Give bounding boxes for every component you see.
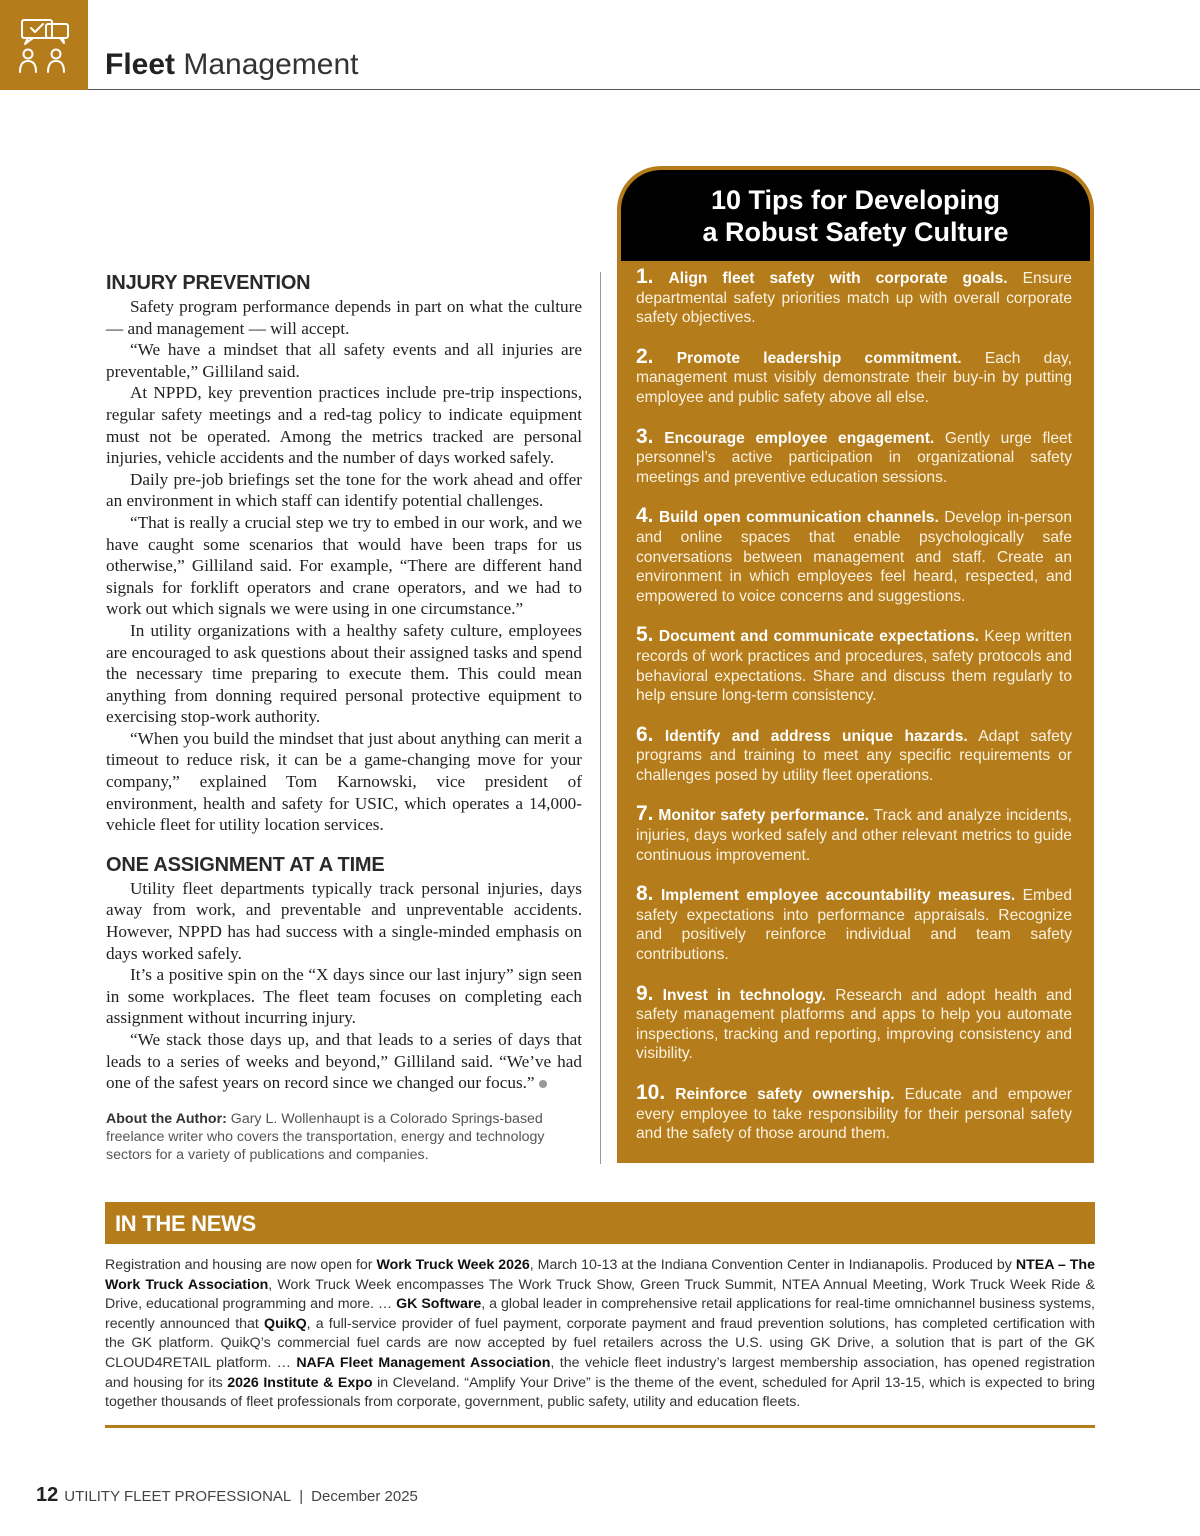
tip-text: Each day, management must visibly demonstrate their buy-in by putting employee and public safety above all else. bbox=[636, 349, 1072, 406]
tip-lead: Invest in technology. bbox=[662, 986, 827, 1004]
tip-number: 9. bbox=[636, 981, 654, 1005]
paragraph: Daily pre-job briefings set the tone for the work ahead and offer an environment in which staff can identify potential challenges. bbox=[106, 469, 582, 511]
news-header: IN THE NEWS bbox=[105, 1202, 1095, 1244]
tip-number: 1. bbox=[636, 265, 654, 288]
tip-item bbox=[636, 267, 1072, 328]
tip-item bbox=[636, 625, 1072, 705]
heading-one-assignment: ONE ASSIGNMENT AT A TIME bbox=[106, 853, 385, 876]
tip-item bbox=[636, 884, 1072, 964]
tip-lead: Identify and address unique hazards. bbox=[664, 727, 968, 745]
tip-text: Keep written records of work practices and procedures, safety protocols and behavioral expectations. Share and discuss them regularly to help ensure long-term consistency. bbox=[636, 628, 1072, 705]
tip-text: Ensure departmental safety priorities match up with overall corporate safety objectives. bbox=[636, 270, 1072, 327]
paragraph: In utility organizations with a healthy safety culture, employees are encouraged to ask questions about their assigned tasks and spend the necessary time preparing to execute them. This could mean anything from donning required personal protective equipment to exercising stop-work authority. bbox=[106, 620, 582, 727]
paragraph: “We have a mindset that all safety events and all injuries are preventable,” Gilliland said. bbox=[106, 340, 582, 381]
section-title: Fleet Management bbox=[105, 48, 359, 81]
tip-text: Educate and empower every employee to take responsibility for their personal safety and the safety of those around them. bbox=[636, 1086, 1072, 1143]
tips-list bbox=[617, 261, 1094, 1163]
tip-item bbox=[636, 344, 1072, 408]
header-rule bbox=[88, 89, 1200, 90]
author-bio: About the Author: Gary L. Wollenhaupt is a Colorado Springs-based freelance writer who covers the transportation, energy and technology sectors for a variety of publications and companies. bbox=[106, 1110, 545, 1163]
tip-text: Track and analyze incidents, injuries, days worked safely and other relevant metrics to guide continuous improvement. bbox=[636, 807, 1072, 864]
footer-separator: | bbox=[299, 1488, 304, 1505]
tip-number: 7. bbox=[636, 802, 654, 826]
sidebar-header bbox=[617, 166, 1094, 261]
tip-number: 10. bbox=[636, 1081, 666, 1104]
paragraph: Safety program performance depends in part on what the culture — and management — will accept. bbox=[106, 297, 582, 338]
paragraph: At NPPD, key prevention practices include pre-trip inspections, regular safety meetings and a red-tag policy to indicate equipment must not be operated. Among the metrics tracked are personal injuries, vehicle accidents and the number of days worked safely. bbox=[106, 383, 582, 468]
tip-text: Develop in-person and online spaces that enable psychologically safe conversations between management and staff. Create an environment in which employees feel heard, respected, and empowered to voice concerns and suggestions. bbox=[636, 509, 1072, 605]
paragraph-last: “We stack those days up, and that leads to a series of days that leads to a series of weeks and beyond,” Gilliland said. “We’ve had one of the safest years on record since we changed our focus.” bbox=[106, 1030, 582, 1093]
tip-text: Gently urge fleet personnel’s active participation in organizational safety meetings and preventive education sessions. bbox=[636, 429, 1072, 486]
tip-number: 8. bbox=[636, 882, 654, 906]
tip-number: 4. bbox=[636, 504, 654, 528]
tip-number: 5. bbox=[636, 623, 654, 647]
tip-item bbox=[636, 424, 1072, 488]
tip-lead: Implement employee accountability measures. bbox=[660, 887, 1016, 905]
tip-number: 3. bbox=[636, 424, 654, 448]
tip-text: Research and adopt health and safety management platforms and apps to help you automate inspections, tracking and reporting, improving consistency and visibility. bbox=[636, 986, 1072, 1063]
sidebar-title: 10 Tips for Developing a Robust Safety Culture bbox=[702, 185, 1009, 247]
section-icon-block bbox=[0, 0, 88, 90]
tip-item bbox=[636, 804, 1072, 865]
end-mark bbox=[539, 1080, 547, 1088]
tip-item bbox=[636, 506, 1072, 606]
tip-lead: Monitor safety performance. bbox=[658, 807, 869, 825]
tip-lead: Encourage employee engagement. bbox=[664, 429, 935, 447]
paragraph: Utility fleet departments typically track personal injuries, days away from work, and preventable and unpreventable accidents. However, NPPD has had success with a single-minded emphasis on days worked safely. bbox=[106, 878, 582, 963]
tip-text: Embed safety expectations into performance appraisals. Recognize and positively reinforce individual and team safety contributions. bbox=[636, 887, 1073, 964]
tip-lead: Build open communication channels. bbox=[659, 509, 939, 527]
paragraph: It’s a positive spin on the “X days since our last injury” sign seen in some workplaces. The fleet team focuses on completing each assignment without incurring injury. bbox=[106, 965, 582, 1028]
tip-text: Adapt safety programs and training to meet any specific requirements or challenges posed by utility fleet operations. bbox=[636, 727, 1072, 784]
tip-lead: Align fleet safety with corporate goals. bbox=[668, 270, 1008, 287]
tip-item bbox=[636, 1083, 1072, 1144]
article-body bbox=[106, 270, 582, 1164]
paragraph: “When you build the mindset that just about anything can merit a timeout to reduce risk, it can be a game-changing move for your company,” explained Tom Karnowski, vice president of environment, health and safety for USIC, which operates a 14,000-vehicle fleet for utility location services. bbox=[106, 728, 582, 835]
team-chat-icon bbox=[14, 14, 72, 76]
news-bottom-rule bbox=[105, 1425, 1095, 1428]
page-number: 12 bbox=[36, 1484, 59, 1506]
tip-lead: Promote leadership commitment. bbox=[676, 349, 962, 367]
column-divider bbox=[600, 272, 601, 1164]
tip-item bbox=[636, 722, 1072, 786]
issue-date: December 2025 bbox=[311, 1488, 418, 1505]
tip-lead: Document and communicate expectations. bbox=[658, 628, 979, 646]
paragraph: “That is really a crucial step we try to embed in our work, and we have caught some scenarios that would have been traps for us otherwise,” Gilliland said. For example, “There are different hand signals for forklift operators and crane operators, and we had to work out which signals we were using in one circumstance.” bbox=[106, 512, 582, 619]
publication-name: UTILITY FLEET PROFESSIONAL bbox=[64, 1488, 292, 1505]
tip-number: 6. bbox=[636, 722, 654, 746]
tip-number: 2. bbox=[636, 344, 654, 368]
page-footer bbox=[36, 1484, 418, 1507]
tip-item bbox=[636, 981, 1072, 1064]
heading-injury-prevention: INJURY PREVENTION bbox=[106, 272, 311, 294]
tip-lead: Reinforce safety ownership. bbox=[675, 1086, 895, 1103]
news-body: Registration and housing are now open for Work Truck Week 2026, March 10-13 at the Indiana Convention Center in Indianapolis. Produced by NTEA – The Work Truck Association, Work Truck Week encompasses The Work Truck Show, Green Truck Summit, NTEA Annual Meeting, Work Truck Week Ride & Drive, educational programming and more. … GK Software, a global leader in comprehensive retail applications for real-time omnichannel business systems, recently announced that QuikQ, a full-service provider of fuel payment, corporate payment and fraud prevention solutions, has completed certification with the GK platform. QuikQ’s commercial fuel cards are now accepted by fuel retailers across the U.S. using GK Drive, a solution that is part of the GK CLOUD4RETAIL platform. … NAFA Fleet Management Association, the vehicle fleet industry’s largest membership association, has opened registration and housing for its 2026 Institute & Expo in Cleveland. “Amplify Your Drive” is the theme of the event, scheduled for April 13-15, which is expected to bring together thousands of fleet professionals from corporate, government, public safety, utility and education fleets. bbox=[105, 1257, 1096, 1411]
